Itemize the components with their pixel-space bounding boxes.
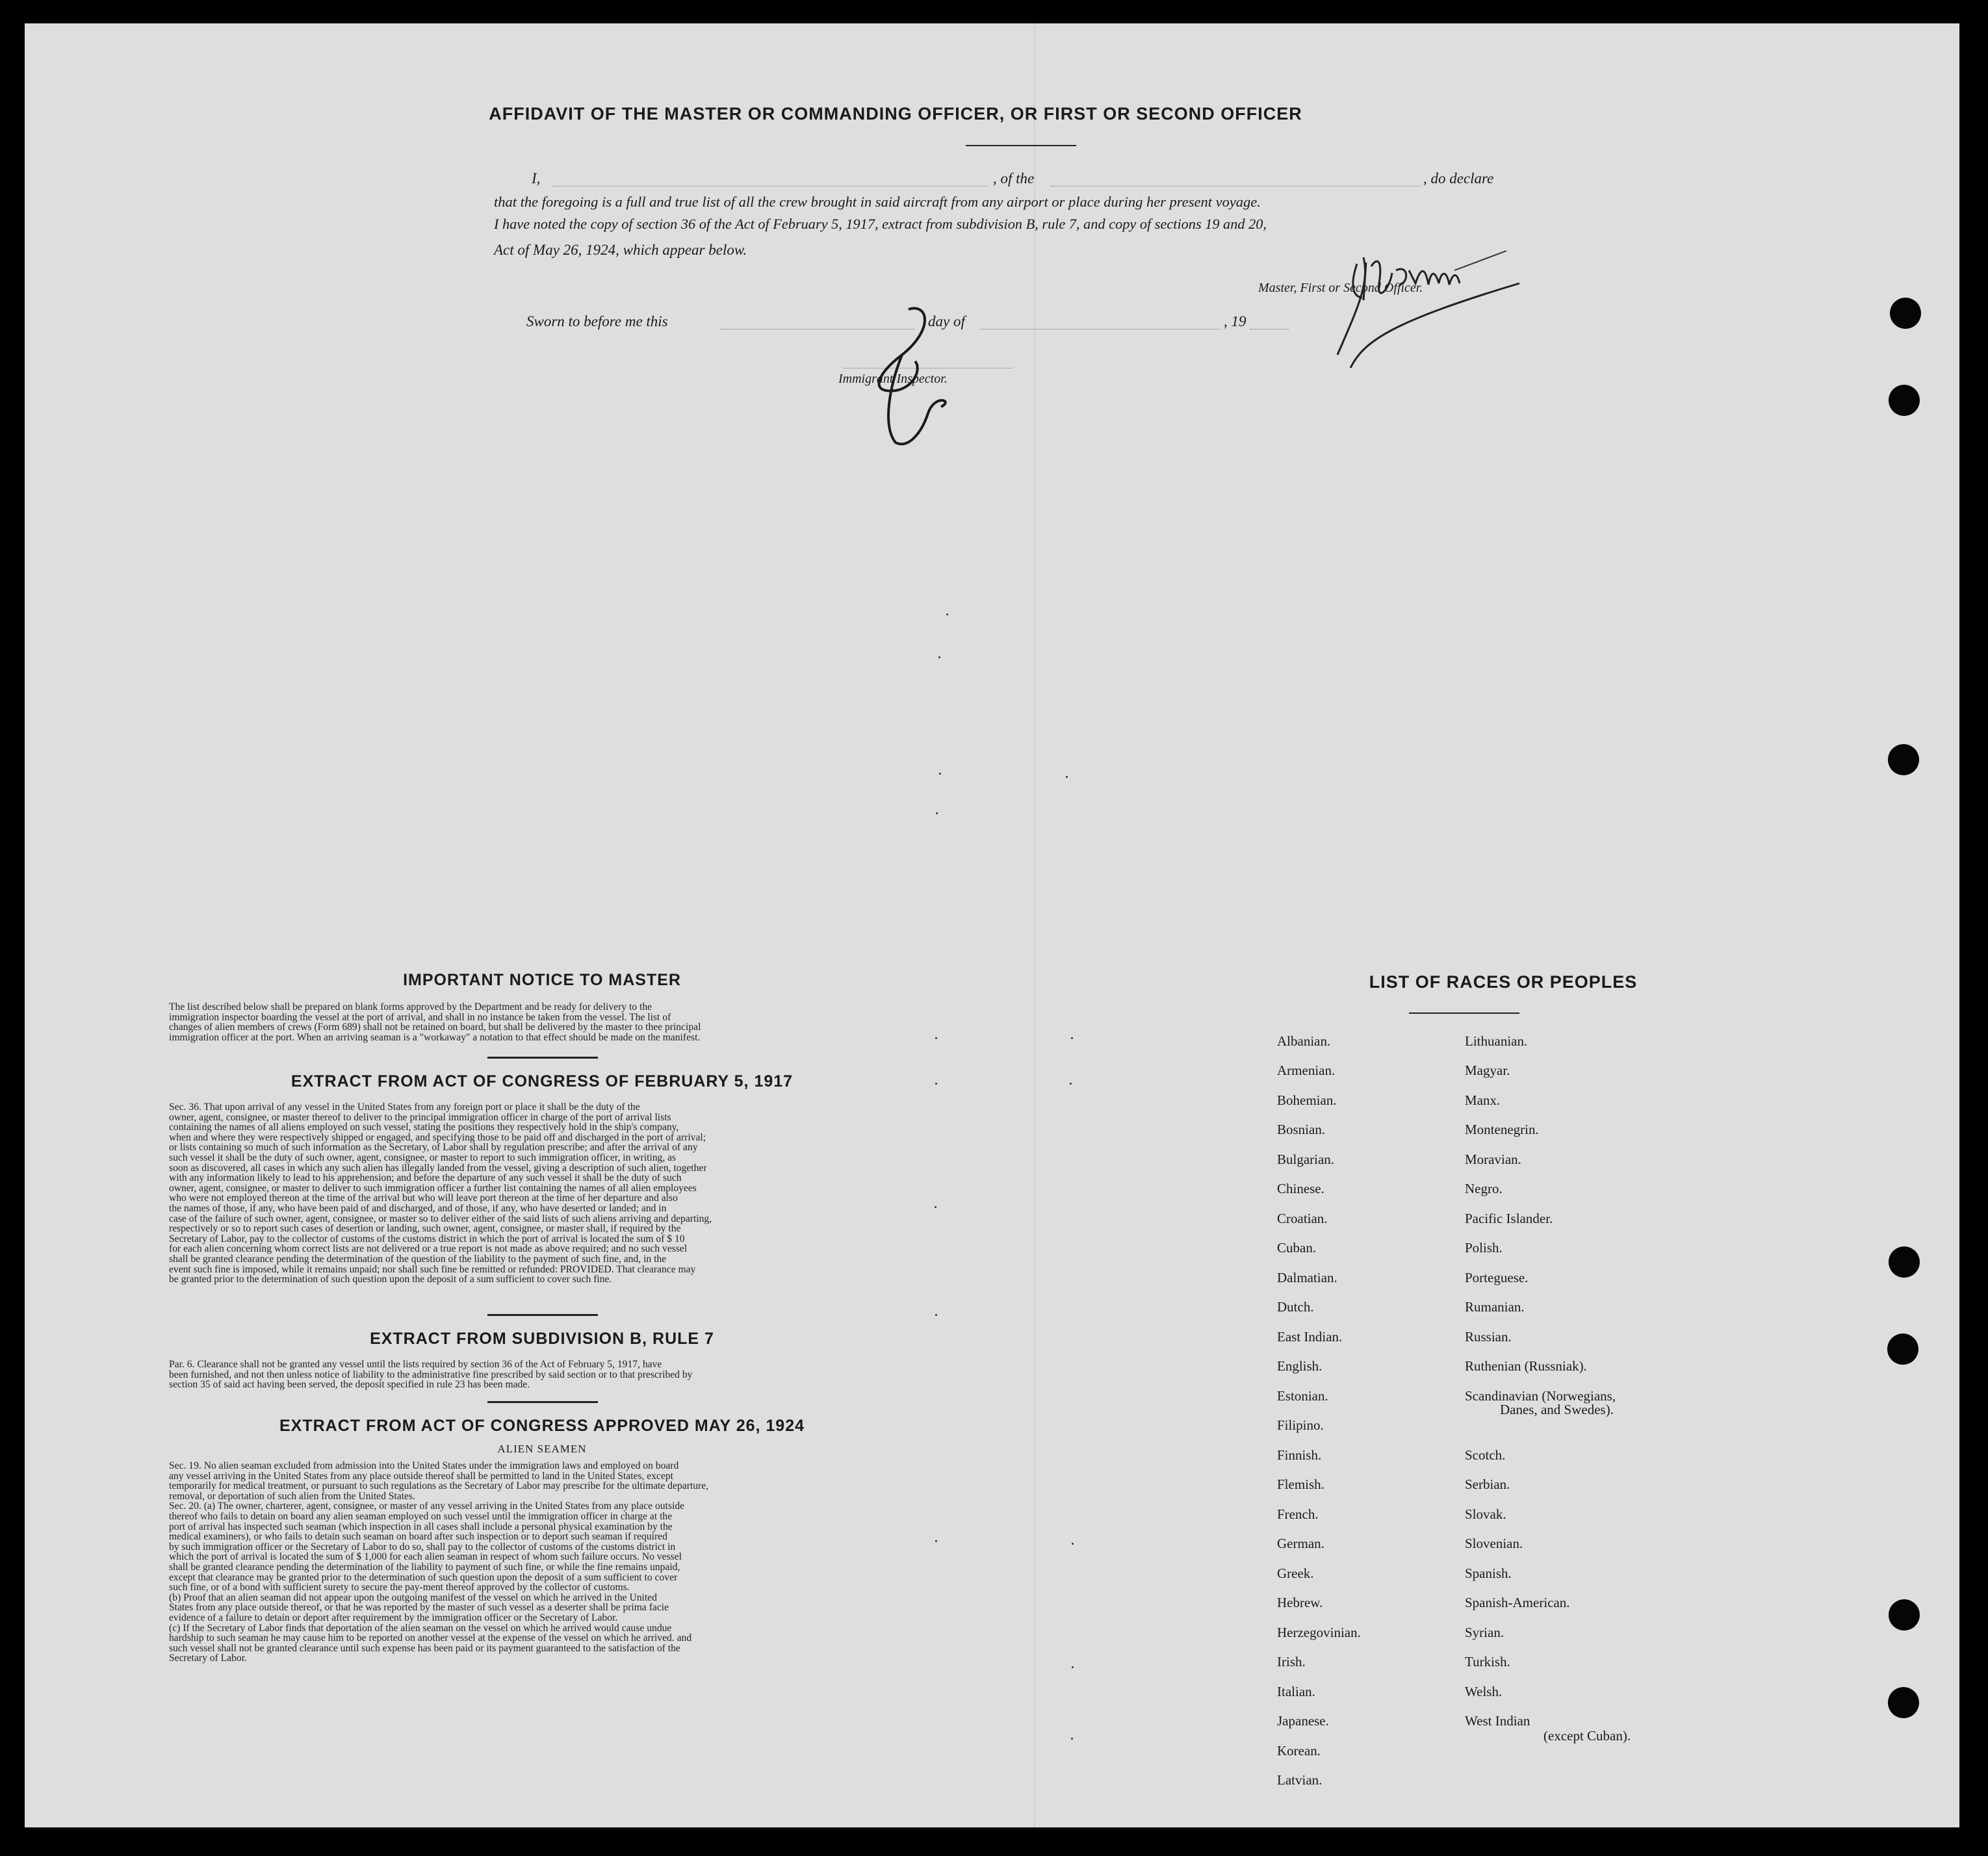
race-right: Rumanian. [1465, 1299, 1525, 1315]
declarant-name-field[interactable] [552, 186, 988, 187]
race-left: Herzegovinian. [1277, 1625, 1361, 1640]
punch-hole [1889, 1599, 1920, 1630]
race-left: Estonian. [1277, 1388, 1328, 1404]
race-right: Turkish. [1465, 1654, 1510, 1669]
race-right: Spanish-American. [1465, 1595, 1570, 1610]
act-1924-heading: EXTRACT FROM ACT OF CONGRESS APPROVED MAY 26, 1924 [279, 1417, 805, 1435]
punch-hole [1889, 385, 1920, 416]
of-the-label: , of the [993, 170, 1035, 187]
sworn-label: Sworn to before me this [526, 313, 668, 329]
race-left: Cuban. [1277, 1240, 1317, 1256]
affidavit-line-3: I have noted the copy of section 36 of the Act of February 5, 1917, extract from subdivision B, rule 7, and copy of sections 19 and 20, [494, 216, 1267, 232]
scan-speck [935, 1206, 936, 1208]
race-right: Spanish. [1465, 1566, 1512, 1581]
races-rule [1409, 1012, 1519, 1014]
race-left: Filipino. [1277, 1417, 1324, 1433]
race-right: Lithuanian. [1465, 1033, 1528, 1049]
do-declare-label: , do declare [1423, 170, 1494, 187]
notice-heading: IMPORTANT NOTICE TO MASTER [403, 971, 681, 989]
race-right: Ruthenian (Russniak). [1465, 1358, 1587, 1374]
race-right-continuation: (except Cuban). [1543, 1728, 1631, 1744]
notice-text: The list described below shall be prepared on blank forms approved by the Department and be ready for delivery to the immigration inspector boarding the vessel at the port of arrival, and shall in no instance be taken from the vessel. The list of changes of alien members of crews (Form 689) shall not be retained on board, but shall be delivered by the master to thee principal immigration officer at the port. When an arriving seaman is a "workaway" a notation to that effect should be made on the manifest. [169, 1001, 701, 1043]
race-right: Slovenian. [1465, 1536, 1523, 1551]
scan-speck [939, 773, 941, 775]
race-right: Serbian. [1465, 1476, 1510, 1492]
aircraft-name-field[interactable] [1050, 186, 1421, 187]
race-right: Slovak. [1465, 1506, 1506, 1522]
declarant-prefix: I, [532, 170, 541, 187]
race-right: Welsh. [1465, 1684, 1503, 1699]
act-1924-text: Sec. 19. No alien seaman excluded from admission into the United States under the immigration laws and employed on board any vessel arriving in the United States from any place outside thereof shall be permitted to land in the United States, except temporarily for medical treatment, or pursuant to such regulations as the Secretary of Labor may prescribe for the ultimate departure, removal, or deportation of such alien from the United States. Sec. 20. (a) The owner, charterer, agent, consignee, or master of any vessel arriving in the United States from any place outside thereof who fails to detain on board any alien seaman employed on such vessel until the immigration officer in charge at the port of arrival has inspected such seaman (which inspection in all cases shall include a personal physical examination by the medical examiners), or who fails to detain such seaman on board after such inspection or to deport such seaman if required by such immigration officer or the Secretary of Labor to do so, shall pay to the collector of customs of the customs district in which the port of arrival is located the sum of $ 1,000 for each alien seaman in respect of whom such failure occurs. No vessel shall be granted clearance pending the determination of the liability to payment of such fine, or while the fine remains unpaid, except that clearance may be granted prior to the determination of such question upon the deposit of a sum sufficient to cover such fine, or of a bond with sufficient surety to secure the pay-ment thereof approved by the collector of customs. (b) Proof that an alien seaman did not appear upon the outgoing manifest of the vessel on which he arrived in the United States from any place outside thereof, or that he was reported by the master of such vessel as a deserter shall be prima facie evidence of a failure to detain or deport after requirement by the immigration officer or the Secretary of Labor. (c) If the Secretary of Labor finds that deportation of the alien seaman on the vessel on which he arrived would cause undue hardship to such seaman he may cause him to be reported on another vessel at the expense of the vessel on which he arrived. and such vessel shall not be granted clearance until such expense has been paid or its payment guaranteed to the satisfaction of the Secretary of Labor. [169, 1460, 709, 1664]
race-left: Irish. [1277, 1654, 1306, 1669]
race-right: Magyar. [1465, 1063, 1510, 1078]
race-left: Croatian. [1277, 1211, 1328, 1226]
race-right: Pacific Islander. [1465, 1211, 1553, 1226]
race-right: West Indian [1465, 1713, 1530, 1729]
day-of-label: day of [928, 313, 965, 329]
affidavit-title: AFFIDAVIT OF THE MASTER OR COMMANDING OFFICER, OR FIRST OR SECOND OFFICER [489, 104, 1302, 123]
race-right: Manx. [1465, 1092, 1501, 1108]
scan-speck [935, 1540, 937, 1542]
race-right: Porteguese. [1465, 1270, 1529, 1285]
alien-seamen-subheading: ALIEN SEAMEN [497, 1443, 587, 1455]
race-left: Latvian. [1277, 1772, 1323, 1788]
scan-speck [1072, 1543, 1074, 1545]
race-left: Dutch. [1277, 1299, 1314, 1315]
race-left: Dalmatian. [1277, 1270, 1337, 1285]
race-left: English. [1277, 1358, 1323, 1374]
race-left: Armenian. [1277, 1063, 1336, 1078]
punch-hole [1889, 1246, 1920, 1278]
race-right: Scandinavian (Norwegians, [1465, 1388, 1616, 1404]
race-left: East Indian. [1277, 1329, 1343, 1345]
race-left: Finnish. [1277, 1447, 1322, 1463]
races-heading: LIST OF RACES OR PEOPLES [1369, 972, 1638, 992]
master-signature [1311, 244, 1532, 374]
scan-speck [938, 656, 940, 658]
race-right: Russian. [1465, 1329, 1512, 1345]
affidavit-line-2: that the foregoing is a full and true list of all the crew brought in said aircraft from any airport or place during her present voyage. [494, 194, 1261, 210]
scan-speck [935, 1083, 937, 1085]
scan-speck [1066, 776, 1068, 778]
act-1917-text: Sec. 36. That upon arrival of any vessel in the United States from any foreign port or place it shall be the duty of the owner, agent, consignee, or master thereof to deliver to the principal immigration officer in charge of the port of arrival lists containing the names of all aliens employed on such vessel, stating the positions they respectively hold in the ship's company, when and where they were respectively shipped or engaged, and specifying those to be paid off and discharged in the port of arrival; or lists containing so much of such information as the Secretary, of Labor shall by regulation prescribe; and after the arrival of any such vessel it shall be the duty of such owner, agent, consignee, or master to report to such immigration officer, in writing, as soon as discovered, all cases in which any such alien has illegally landed from the vessel, giving a description of such alien, together with any information likely to lead to his apprehension; and before the departure of any such vessel it shall be the duty of such owner, agent, consignee, or master to deliver to such immigration officer a further list containing the names of all alien employees who were not employed thereon at the time of the arrival but who will leave port thereon at the time of her departure and also the names of those, if any, who have been paid of and discharged, and of those, if any, who have deserted or landed; and in case of the failure of such owner, agent, consignee, or master so to deliver either of the said lists of such aliens arriving and departing, respectively or so to report such cases of desertion or landing, such owner, agent, consignee, or master shall, if required by the Secretary of Labor, pay to the collector of customs of the customs district in which the port of arrival is located the sum of $ 10 for each alien concerning whom correct lists are not delivered or a true report is not made as above required; and no such vessel shall be granted clearance pending the determination of the question of the liability to the payment of such fine, and, in the event such fine is imposed, while it remains unpaid; nor shall such fine be remitted or refunded: PROVIDED. That clearance may be granted prior to the determination of such question upon the deposit of a sum sufficient to cover such fine. [169, 1102, 712, 1285]
scan-speck [1071, 1037, 1073, 1039]
race-right-continuation: Danes, and Swedes). [1500, 1402, 1614, 1417]
race-left: Italian. [1277, 1684, 1315, 1699]
act-1917-rule [487, 1314, 598, 1316]
scan-speck [1071, 1738, 1073, 1740]
race-left: Bulgarian. [1277, 1152, 1335, 1167]
center-fold [1034, 23, 1035, 1827]
race-left: Bohemian. [1277, 1092, 1337, 1108]
race-right: Syrian. [1465, 1625, 1504, 1640]
race-right: Polish. [1465, 1240, 1503, 1256]
race-right: Scotch. [1465, 1447, 1506, 1463]
punch-hole [1890, 298, 1921, 329]
race-left: Japanese. [1277, 1713, 1329, 1729]
manifest-back-page [25, 23, 1959, 1827]
subdiv-b-heading: EXTRACT FROM SUBDIVISION B, RULE 7 [370, 1330, 714, 1348]
scan-speck [946, 613, 948, 615]
scan-speck [936, 812, 938, 814]
act-1917-heading: EXTRACT FROM ACT OF CONGRESS OF FEBRUARY 5, 1917 [290, 1072, 794, 1090]
affidavit-line-4: Act of May 26, 1924, which appear below. [494, 242, 747, 258]
race-right: Montenegrin. [1465, 1122, 1539, 1137]
race-left: Flemish. [1277, 1476, 1324, 1492]
scan-speck [935, 1037, 937, 1039]
scan-speck [1070, 1083, 1072, 1085]
race-right: Negro. [1465, 1181, 1503, 1196]
race-left: Hebrew. [1277, 1595, 1323, 1610]
race-left: French. [1277, 1506, 1319, 1522]
race-left: German. [1277, 1536, 1324, 1551]
race-left: Korean. [1277, 1743, 1321, 1759]
inspector-signature [863, 303, 961, 452]
race-left: Greek. [1277, 1566, 1314, 1581]
inspector-caption: Immigrant Inspector. [838, 372, 948, 386]
punch-hole [1887, 1334, 1918, 1365]
affidavit-rule [966, 145, 1076, 146]
scan-speck [935, 1314, 937, 1316]
scan-speck [1072, 1666, 1074, 1668]
subdiv-b-rule [487, 1401, 598, 1403]
race-left: Albanian. [1277, 1033, 1331, 1049]
punch-hole [1888, 744, 1919, 775]
race-right: Moravian. [1465, 1152, 1521, 1167]
master-caption: Master, First or Second Officer. [1258, 281, 1423, 295]
notice-rule [487, 1057, 598, 1059]
year-label: , 19 [1224, 313, 1246, 329]
punch-hole [1888, 1687, 1919, 1718]
subdiv-b-text: Par. 6. Clearance shall not be granted any vessel until the lists required by section 36 of the Act of February 5, 1917, have been furnished, and not then unless notice of liability to the administrative fine prescribed by said section or to that prescribed by section 35 of said act having been served, the deposit specified in rule 23 has been made. [169, 1359, 693, 1391]
race-left: Bosnian. [1277, 1122, 1326, 1137]
race-left: Chinese. [1277, 1181, 1324, 1196]
